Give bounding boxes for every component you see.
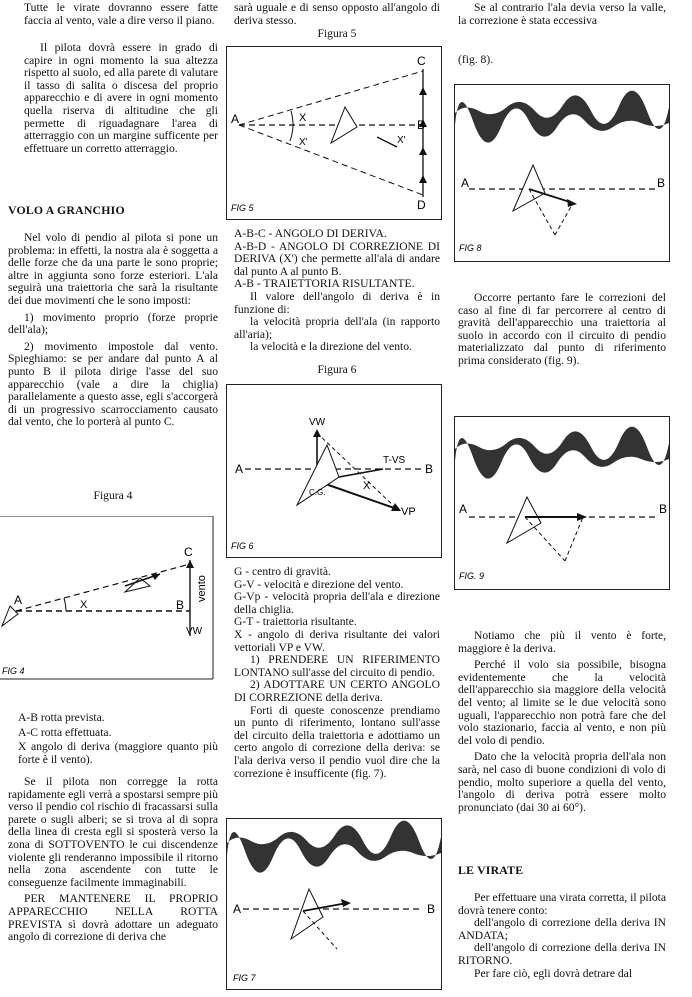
figure-7-drawing bbox=[227, 819, 441, 989]
label-vp: VP bbox=[401, 506, 416, 518]
figure-6 bbox=[226, 384, 442, 558]
label-b: B bbox=[657, 176, 666, 190]
label-x: X bbox=[80, 599, 88, 611]
figure-5-drawing bbox=[227, 47, 441, 219]
label-x: X bbox=[363, 480, 371, 492]
legend: A-B-C - ANGOLO DI DERIVA. A-B-D - ANGOLO DI CORREZIONE DI DERIVA (X') che permette all'ala di andare dal punto A al punto B. A-B - TRAIETTORIA RISULTANTE. Il valore dell'angolo di deriva è in funzione di: la velocità propria dell'ala (in rapporto all'aria); la velocità e la direzione del vento. bbox=[234, 227, 440, 354]
figure-label: FIG 7 bbox=[233, 973, 256, 983]
label-b: B bbox=[427, 902, 436, 916]
label-b: B bbox=[417, 118, 426, 132]
figure-caption: Figura 5 bbox=[317, 27, 357, 40]
figure-caption: Figura 6 bbox=[317, 363, 357, 376]
label-a: A bbox=[235, 462, 244, 476]
figure-7 bbox=[226, 818, 442, 990]
paragraph: Se al contrario l'ala devia verso la valle, la correzione è stata eccessiva bbox=[458, 1, 666, 27]
legend: G - centro di gravità. G-V - velocità e direzione del vento. G-Vp - velocità propria dell'ala e direzione della chiglia. G-T - traiettoria risultante. X - angolo di deriva risultante dei valori vettoriali VP e VW. 1) PRENDERE UN RIFERIMENTO LONTANO sull'asse del circuito di pendio. 2) ADOTTARE UN CERTO ANGOLO DI CORREZIONE della deriva. Forti di queste conoscenze prendiamo un punto di riferimento, lontano sull'asse del circuito della traiettoria e adottiamo un certo angolo di correzione della deriva: se l'ala deriva verso il pendio vuol dire che la correzione è insufficente (fig. 7). bbox=[234, 565, 440, 780]
figure-9 bbox=[454, 416, 670, 590]
figure-5 bbox=[226, 46, 442, 220]
label-cg: C.G. bbox=[309, 488, 326, 497]
paragraph: Per effettuare una virata corretta, il pilota dovrà tenere conto: dell'angolo di correzione della deriva IN ANDATA; dell'angolo di correzione della deriva IN RITORNO. Per fare ciò, egli dovrà detrare dal bbox=[458, 891, 666, 980]
label-a: A bbox=[231, 112, 240, 126]
label-x-prime: X' bbox=[299, 137, 308, 148]
label-a: A bbox=[233, 902, 242, 916]
label-vw: VW bbox=[309, 417, 326, 428]
section-heading: LE VIRATE bbox=[458, 863, 524, 877]
figure-4 bbox=[0, 516, 214, 680]
paragraph: Il pilota dovrà essere in grado di capire in ogni momento la sua altezza rispetto al suolo, ed alla parete di valutare il tasso di salita o discesa del proprio apparecchio e di avere in ogni momento quella riserva di altitudine che gli permette di riguadagnare l'area di atterraggio con un margine sufficente per effettuare un corretto atterraggio. bbox=[24, 41, 218, 155]
figure-label: FIG. 9 bbox=[459, 571, 485, 581]
label-b: B bbox=[659, 502, 668, 516]
label-c: C bbox=[184, 545, 193, 559]
label-x: X bbox=[299, 112, 307, 124]
label-tvs: T-VS bbox=[383, 455, 406, 466]
figure-8-drawing bbox=[455, 85, 669, 261]
legend: A-B rotta prevista. A-C rotta effettuata. X angolo di deriva (maggiore quanto più forte è il vento). bbox=[18, 711, 218, 766]
paragraph: (fig. 8). bbox=[458, 53, 494, 66]
paragraph: sarà uguale e di senso opposto all'angolo di deriva stesso. bbox=[234, 1, 440, 27]
figure-label: FIG 4 bbox=[2, 666, 25, 676]
figure-label: FIG 8 bbox=[459, 243, 482, 253]
paragraph: Tutte le virate dovranno essere fatte faccia al vento, vale a dire verso il piano. bbox=[24, 1, 218, 27]
label-a: A bbox=[461, 176, 470, 190]
section-heading: VOLO A GRANCHIO bbox=[8, 203, 125, 217]
figure-label: FIG 6 bbox=[231, 541, 254, 551]
label-c: C bbox=[417, 54, 426, 68]
label-a: A bbox=[14, 593, 23, 607]
label-vw: VW bbox=[186, 626, 203, 637]
paragraph: Nel volo di pendio al pilota si pone un problema: in effetti, la nostra ala è soggetta a delle forze che da una parte le sono proprie; altre in aggiunta sono forze esteriori. L'ala seguirà una traiettoria che sarà la risultante dei due movimenti che le sono imposti: 1) movimento proprio (forze proprie dell'ala); 2) movimento impostole dal vento. Spieghiamo: se per andare dal punto A al punto B il pilota dirige l'asse del suo apparecchio (vale a dire la chiglia) parallelamente a questo asse, egli s'accorgerà di un progressivo scarrocciamento causato dal vento, che lo porterà al punto C. bbox=[8, 231, 218, 429]
figure-9-drawing bbox=[455, 417, 669, 589]
label-d: D bbox=[417, 198, 426, 212]
label-b: B bbox=[425, 462, 434, 476]
figure-label: FIG 5 bbox=[231, 203, 254, 213]
figure-6-drawing bbox=[227, 385, 441, 557]
figure-4-drawing bbox=[0, 516, 214, 680]
label-wind: vento bbox=[196, 575, 208, 602]
label-x-prime: X' bbox=[397, 135, 406, 146]
paragraph: Notiamo che più il vento è forte, maggiore è la deriva. Perché il volo sia possibile, bisogna evidentemente che la velocità dell'apparecchio sia maggiore della velocità del vento; al limite se le due velocità sono uguali, l'apparecchio non potrà fare che del volo stazionario, faccia al vento, e non più del volo di pendio. Dato che la velocità propria dell'ala non sarà, nel caso di buone condizioni di volo di pendio, molto superiore a quella del vento, l'angolo di deriva potrà essere molto pronunciato (dai 30 ai 60°). bbox=[458, 629, 666, 814]
figure-caption: Figura 4 bbox=[93, 489, 133, 502]
label-b: B bbox=[176, 598, 185, 612]
paragraph: Occorre pertanto fare le correzioni del caso al fine di far percorrere al centro di gravità dell'apparecchio una traiettoria al suolo in accordo con il circuito di pendio materializzato dal punto di riferimento prima considerato (fig. 9). bbox=[458, 291, 666, 367]
paragraph: Se il pilota non corregge la rotta rapidamente egli verrà a spostarsi sempre più verso il pendio col rischio di fracassarsi sulla parete o sugli alberi; se si trova al di sopra della linea di cresta egli si sposterà verso la zona di SOTTOVENTO le cui discendenze violente gli renderanno impossibile il ritorno nella zona ascendente con tutte le conseguenze facilmente immaginabili. PER MANTENERE IL PROPRIO APPARECCHIO NELLA ROTTA PREVISTA sì dovrà adottare un adeguato angolo di correzione di deriva che bbox=[8, 775, 218, 944]
label-a: A bbox=[459, 502, 468, 516]
figure-8 bbox=[454, 84, 670, 262]
